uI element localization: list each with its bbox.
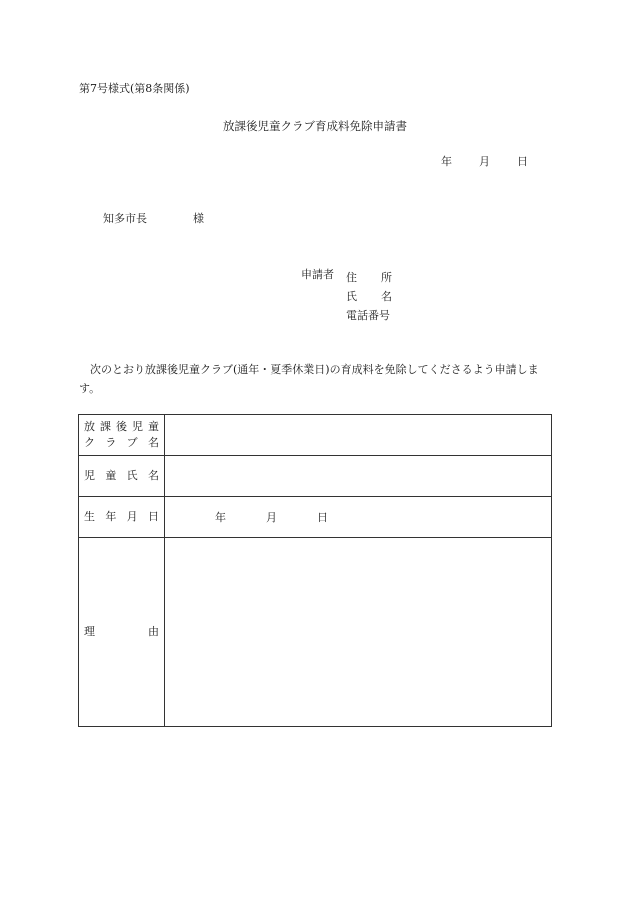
- date-day: 日: [517, 155, 528, 168]
- club-label-char: 後: [116, 420, 127, 433]
- child-name-label: [79, 456, 165, 497]
- table-row-club: [79, 415, 552, 456]
- club-label-char: 課: [100, 420, 111, 433]
- reason-field[interactable]: [165, 538, 552, 727]
- applicant-label: 申請者: [301, 268, 334, 281]
- address-field-label: 住 所: [346, 271, 392, 284]
- addressee-name: 知多市長: [103, 212, 147, 225]
- table-row-birth-date: [79, 497, 552, 538]
- birth-label-char: 日: [147, 510, 159, 523]
- application-table: [78, 414, 552, 727]
- birth-date-field[interactable]: [165, 497, 552, 538]
- date-month: 月: [479, 155, 490, 168]
- child-name-label-char: 童: [105, 469, 117, 482]
- birth-date-label: [79, 497, 165, 538]
- addressee: [103, 212, 204, 225]
- birth-month: 月: [266, 511, 277, 524]
- reason-label-char: 理: [84, 625, 95, 638]
- club-label-char: 児: [132, 420, 143, 433]
- club-label-char: ク: [84, 436, 95, 449]
- date-line: [441, 155, 528, 168]
- phone-field-label: 電話番号: [346, 309, 390, 322]
- document-title: 放課後児童クラブ育成料免除申請書: [223, 119, 407, 133]
- reason-label-char: 由: [148, 625, 159, 638]
- child-name-label-char: 児: [84, 469, 95, 482]
- table-row-child-name: [79, 456, 552, 497]
- club-label-char: ブ: [126, 436, 138, 449]
- birth-year: 年: [215, 511, 226, 524]
- date-year: 年: [441, 155, 452, 168]
- form-number: 第7号様式(第8条関係): [79, 82, 190, 95]
- club-name-field[interactable]: [165, 415, 552, 456]
- birth-label-char: 生: [84, 510, 95, 523]
- child-name-label-char: 氏: [126, 469, 138, 482]
- birth-day: 日: [317, 511, 328, 524]
- birth-label-char: 月: [126, 510, 138, 523]
- child-name-field[interactable]: [165, 456, 552, 497]
- birth-label-char: 年: [105, 510, 117, 523]
- child-name-label-char: 名: [147, 469, 159, 482]
- addressee-honorific: 様: [193, 212, 204, 225]
- reason-label: [79, 538, 165, 727]
- club-label-char: 放: [84, 420, 95, 433]
- club-label-char: 名: [147, 436, 159, 449]
- request-statement: 次のとおり放課後児童クラブ(通年・夏季休業日)の育成料を免除してくださるよう申請します。: [79, 363, 539, 395]
- name-field-label: 氏 名: [346, 290, 392, 303]
- club-name-label: [79, 415, 165, 456]
- club-label-char: 童: [148, 420, 159, 433]
- applicant-fields: [346, 268, 392, 325]
- table-row-reason: [79, 538, 552, 727]
- club-label-char: ラ: [105, 436, 117, 449]
